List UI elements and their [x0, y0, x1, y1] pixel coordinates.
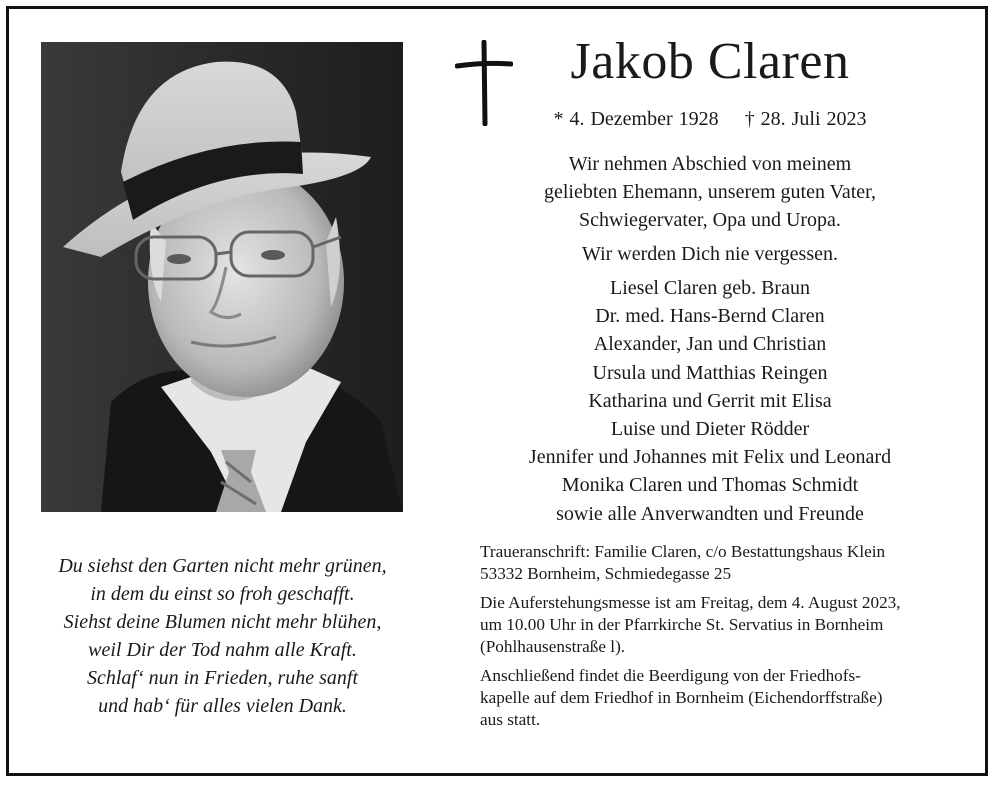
- poem-line: Siehst deine Blumen nicht mehr blühen,: [63, 611, 382, 633]
- mass-line: Die Auferstehungsmesse ist am Freitag, dem 4. August 2023,: [480, 593, 901, 612]
- remember-line: Wir werden Dich nie vergessen.: [582, 243, 838, 265]
- mourner: Luise und Dieter Rödder: [610, 418, 810, 441]
- mourner: Katharina und Gerrit mit Elisa: [588, 389, 832, 412]
- life-dates: [500, 108, 920, 131]
- mourner: sowie alle Anverwandten und Freunde: [556, 502, 864, 525]
- birth-date: * 4. Dezember 1928: [553, 108, 719, 130]
- mass-line: (Pohlhausenstraße l).: [480, 637, 626, 656]
- farewell-line: geliebten Ehemann, unserem guten Vater,: [543, 181, 877, 203]
- poem: [30, 552, 415, 720]
- farewell-line: Wir nehmen Abschied von meinem: [568, 153, 852, 175]
- portrait-photo: [41, 42, 403, 512]
- burial-line: Anschließend findet die Beerdigung von der Friedhofs-: [480, 666, 861, 685]
- farewell-message: [460, 150, 960, 234]
- burial-line: kapelle auf dem Friedhof in Bornheim (Eichendorffstraße): [480, 688, 883, 707]
- death-date: † 28. Juli 2023: [744, 108, 867, 130]
- mourning-address: [480, 541, 960, 585]
- farewell-line: Schwiegervater, Opa und Uropa.: [579, 209, 841, 231]
- mourner: Dr. med. Hans-Bernd Claren: [595, 305, 825, 328]
- mourner: Monika Claren und Thomas Schmidt: [561, 474, 859, 497]
- poem-line: in dem du einst so froh geschafft.: [90, 583, 355, 605]
- deceased-name: Jakob Claren: [570, 33, 850, 90]
- poem-line: weil Dir der Tod nahm alle Kraft.: [88, 639, 357, 661]
- mass-info: [480, 592, 960, 658]
- mourner: Alexander, Jan und Christian: [593, 333, 827, 356]
- mourner: Ursula und Matthias Reingen: [592, 361, 828, 384]
- poem-line: und hab‘ für alles vielen Dank.: [98, 695, 347, 717]
- farewell-block: [460, 150, 960, 528]
- address-line: 53332 Bornheim, Schmiedegasse 25: [480, 564, 732, 583]
- poem-line: Du siehst den Garten nicht mehr grünen,: [58, 555, 387, 577]
- poem-line: Schlaf‘ nun in Frieden, ruhe sanft: [86, 667, 359, 689]
- address-line: Traueranschrift: Familie Claren, c/o Bestattungshaus Klein: [480, 542, 886, 561]
- burial-info: [480, 665, 960, 731]
- mass-line: um 10.00 Uhr in der Pfarrkirche St. Servatius in Bornheim: [480, 615, 884, 634]
- mourner: Liesel Claren geb. Braun: [610, 277, 810, 299]
- burial-line: aus statt.: [480, 710, 541, 729]
- mourners-list: [460, 274, 960, 528]
- mourner: Jennifer und Johannes mit Felix und Leonard: [528, 446, 892, 469]
- funeral-info: [480, 541, 960, 738]
